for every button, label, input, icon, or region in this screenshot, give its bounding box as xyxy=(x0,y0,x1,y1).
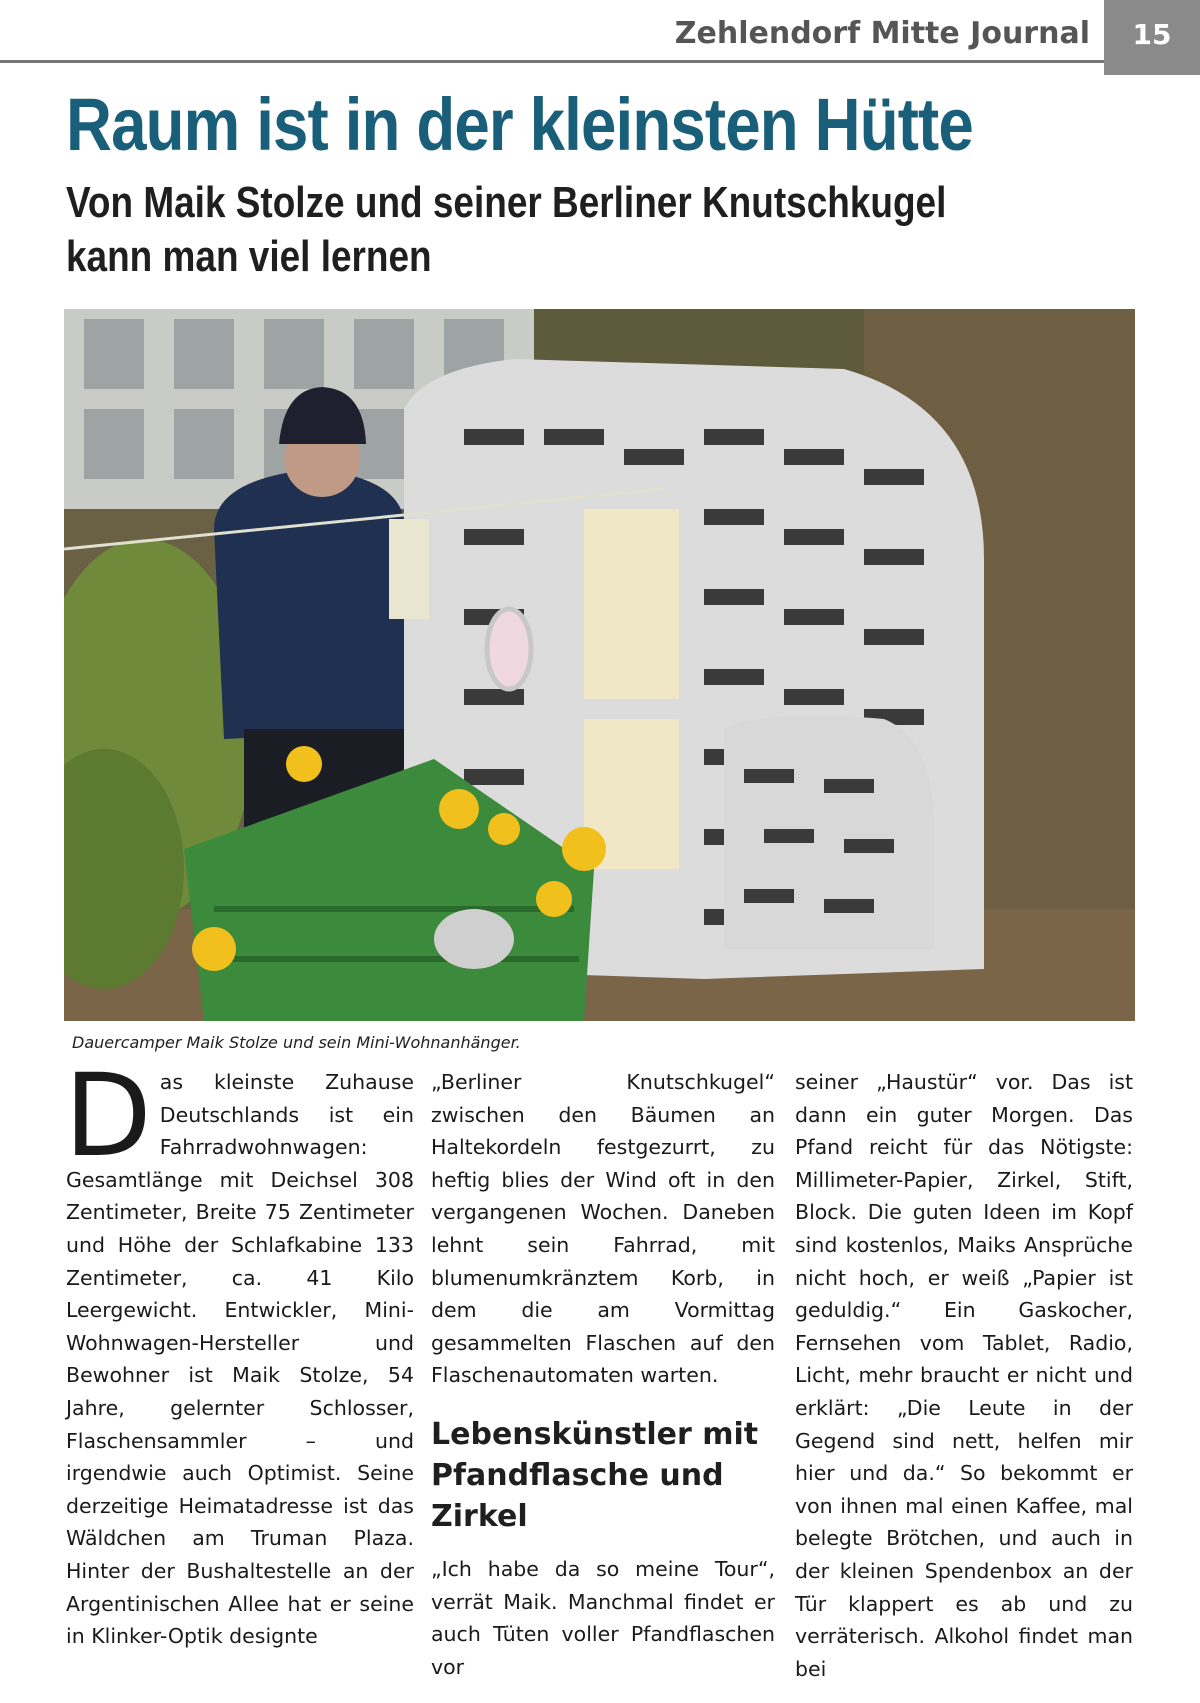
page-header xyxy=(0,0,1200,75)
page-number-box xyxy=(1104,0,1200,75)
column-3-text: seiner „Haustür“ vor. Das ist dann ein guter Morgen. Das Pfand reicht für das Nötigste: Millimeter-Papier, Zirkel, Stift, Block. Die guten Ideen im Kopf sind kostenlos, Maiks Ansprüche nicht hoch, er weiß „Papier ist geduldig.“ Ein Gaskocher, Fernsehen vom Tablet, Radio, Licht, mehr braucht er nicht und erklärt: „Die Leute in der Gegend sind nett, helfen mir hier und da.“ So bekommt er von ihnen mal einen Kaffee, mal belegte Brötchen, und auch in der kleinen Spendenbox an der Tür klappert es ab und zu verräterisch. Alkohol findet man bei xyxy=(795,1070,1133,1681)
drop-cap: D xyxy=(64,1049,152,1182)
article-column-3 xyxy=(795,1066,1133,1685)
column-2-text-1: „Berliner Knutschkugel“ zwischen den Bäumen an Haltekordeln festgezurrt, zu heftig blies der Wind oft in den vergangenen Wochen. Daneben lehnt sein Fahrrad, mit blumenumkränztem Korb, in dem die am Vormittag gesammelten Flaschen auf den Flaschenautomaten warten. xyxy=(431,1070,775,1388)
article-column-2 xyxy=(431,1066,775,1683)
journal-name: Zehlendorf Mitte Journal xyxy=(674,16,1090,51)
photo-illustration xyxy=(64,309,1135,1021)
page-number: 15 xyxy=(1132,18,1172,51)
section-heading: Lebenskünstler mit Pfandflasche und Zirkel xyxy=(431,1416,759,1534)
article-subheadline: Von Maik Stolze und seiner Berliner Knutschkugel kann man viel lernen xyxy=(66,178,947,281)
column-2-text-2: „Ich habe da so meine Tour“, verrät Maik. Manchmal findet er auch Tüten voller Pfandflaschen vor xyxy=(431,1556,775,1679)
photo-caption: Dauercamper Maik Stolze und sein Mini-Wohnanhänger. xyxy=(72,1033,521,1052)
column-1-text: as kleinste Zuhause Deutschlands ist ein Fahrradwohnwagen: Gesamtlänge mit Deichsel 308 Zentimeter, Breite 75 Zentimeter und Höhe der Schlafkabine 133 Zentimeter, ca. 41 Kilo Leergewicht. Entwickler, Mini-Wohnwagen-Hersteller und Bewohner ist Maik Stolze, 54 Jahre, gelernter Schlosser, Flaschensammler – und irgendwie auch Optimist. Seine derzeitige Heimatadresse ist das Wäldchen am Truman Plaza. Hinter der Bushaltestelle an der Argentinischen Allee hat er seine in Klinker-Optik designte xyxy=(66,1070,414,1649)
article-photo xyxy=(64,309,1135,1021)
header-rule xyxy=(0,60,1104,63)
article-headline: Raum ist in der kleinsten Hütte xyxy=(66,83,973,166)
article-column-1 xyxy=(64,1049,414,1653)
